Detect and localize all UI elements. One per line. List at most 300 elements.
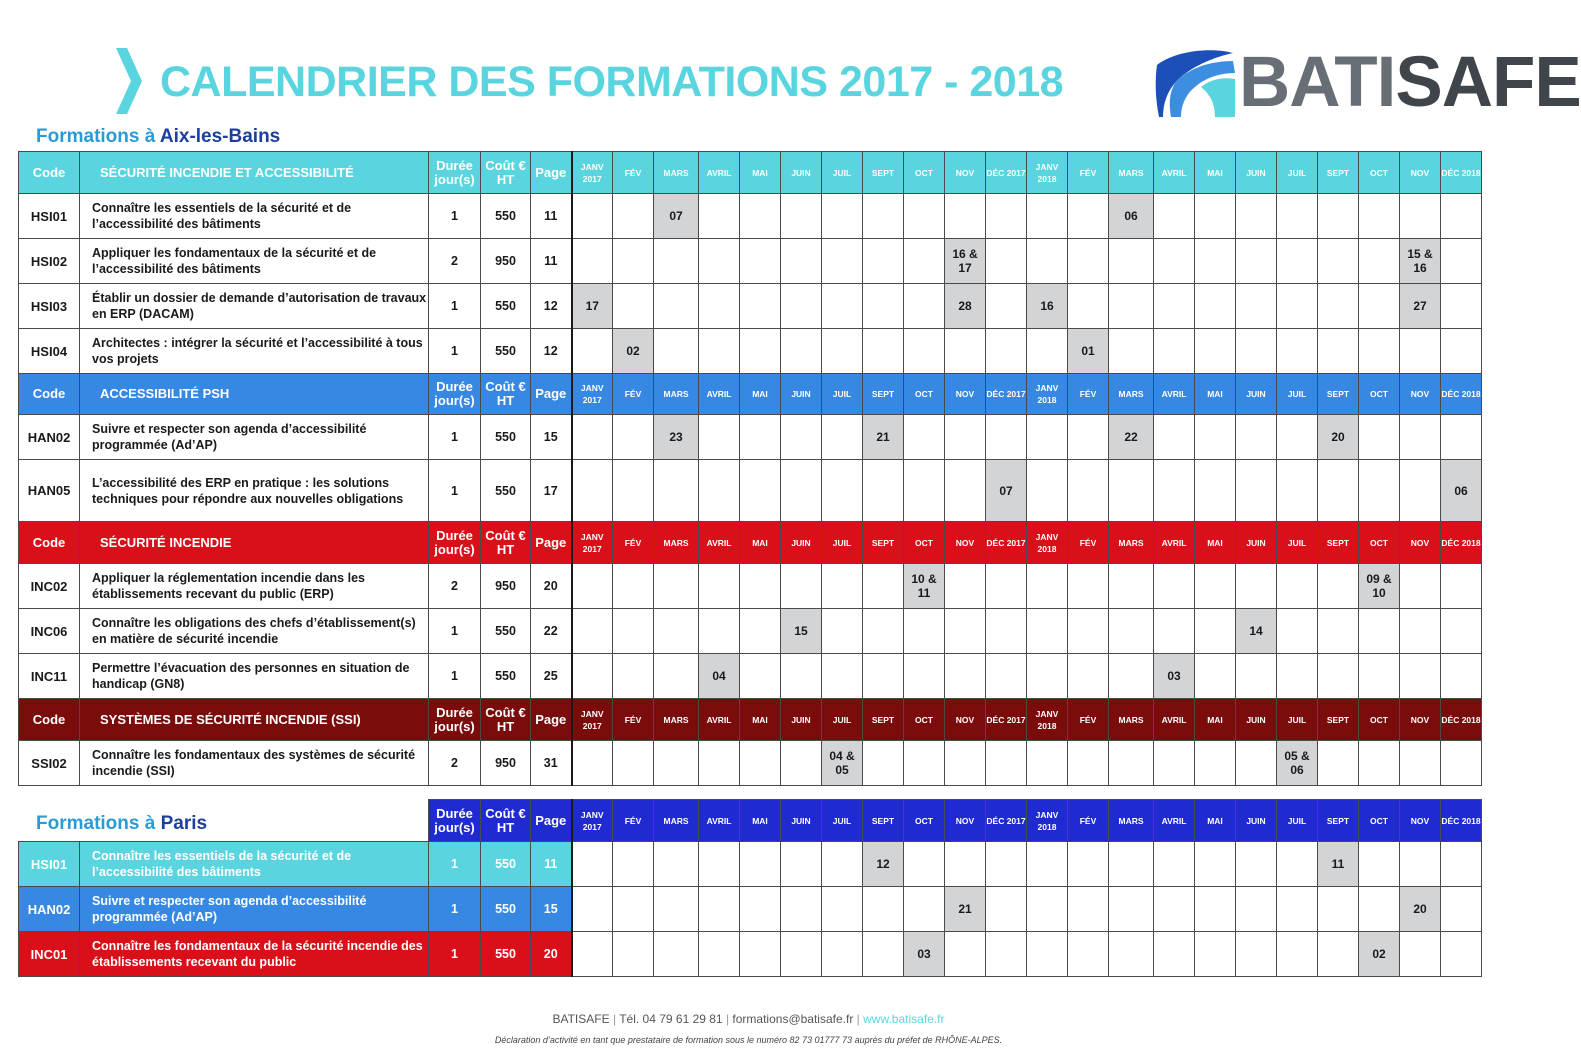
course-title: Appliquer les fondamentaux de la sécurité et de l’accessibilité des bâtiments <box>80 239 429 284</box>
session-date[interactable]: 06 <box>1109 194 1154 239</box>
session-date[interactable]: 06 <box>1441 460 1482 522</box>
empty-month-cell <box>654 609 699 654</box>
month-header: MARS <box>1109 800 1154 842</box>
footer-website: www.batisafe.fr <box>863 1012 945 1026</box>
empty-month-cell <box>1277 932 1318 977</box>
empty-month-cell <box>740 887 781 932</box>
empty-month-cell <box>740 842 781 887</box>
empty-month-cell <box>1277 284 1318 329</box>
course-row[interactable] <box>19 415 1482 460</box>
empty-month-cell <box>945 415 986 460</box>
empty-month-cell <box>1068 654 1109 699</box>
empty-month-cell <box>1277 654 1318 699</box>
empty-month-cell <box>1236 415 1277 460</box>
empty-month-cell <box>1359 284 1400 329</box>
header-spacer <box>19 800 80 842</box>
course-title: Connaître les essentiels de la sécurité et de l’accessibilité des bâtiments <box>80 842 429 887</box>
header-cout: Coût € HT <box>481 800 531 842</box>
empty-month-cell <box>613 564 654 609</box>
empty-month-cell <box>1400 564 1441 609</box>
month-header: NOV <box>945 152 986 194</box>
empty-month-cell <box>1359 194 1400 239</box>
course-duree: 1 <box>429 842 481 887</box>
month-header: FÉV <box>1068 522 1109 564</box>
empty-month-cell <box>781 654 822 699</box>
course-title: Connaître les fondamentaux de la sécurité incendie des établissements recevant du public <box>80 932 429 977</box>
month-header: MAI <box>1195 522 1236 564</box>
empty-month-cell <box>986 887 1027 932</box>
month-header: DÉC 2018 <box>1441 522 1482 564</box>
session-date[interactable]: 07 <box>986 460 1027 522</box>
month-header: JUIL <box>1277 699 1318 741</box>
month-header: AVRIL <box>699 152 740 194</box>
month-header: DÉC 2017 <box>986 522 1027 564</box>
month-header: AVRIL <box>1154 800 1195 842</box>
empty-month-cell <box>781 842 822 887</box>
month-header: OCT <box>904 800 945 842</box>
course-title: Suivre et respecter son agenda d’accessibilité programmée (Ad’AP) <box>80 887 429 932</box>
session-date[interactable]: 21 <box>945 887 986 932</box>
month-header: NOV <box>1400 522 1441 564</box>
empty-month-cell <box>1109 609 1154 654</box>
empty-month-cell <box>1027 842 1068 887</box>
course-row[interactable] <box>19 932 1482 977</box>
month-header: OCT <box>904 374 945 415</box>
title-chevron-icon <box>114 48 144 114</box>
empty-month-cell <box>1236 564 1277 609</box>
header-duree: Durée jour(s) <box>429 152 481 194</box>
session-date[interactable]: 16 & 17 <box>945 239 986 284</box>
session-date[interactable]: 03 <box>904 932 945 977</box>
course-page: 20 <box>531 564 572 609</box>
month-header: DÉC 2018 <box>1441 152 1482 194</box>
session-date[interactable]: 23 <box>654 415 699 460</box>
session-date[interactable]: 16 <box>1027 284 1068 329</box>
course-row[interactable] <box>19 284 1482 329</box>
session-date[interactable]: 15 <box>781 609 822 654</box>
empty-month-cell <box>654 329 699 374</box>
month-header: MARS <box>654 374 699 415</box>
month-header: JUIL <box>822 152 863 194</box>
footer-company: BATISAFE <box>552 1012 610 1026</box>
empty-month-cell <box>1195 887 1236 932</box>
course-duree: 1 <box>429 460 481 522</box>
empty-month-cell <box>1318 460 1359 522</box>
empty-month-cell <box>904 284 945 329</box>
section-header-row <box>19 522 1482 564</box>
empty-month-cell <box>1154 284 1195 329</box>
month-header: JUIN <box>1236 800 1277 842</box>
session-date[interactable]: 02 <box>1359 932 1400 977</box>
course-row[interactable] <box>19 329 1482 374</box>
course-title: Établir un dossier de demande d’autorisation de travaux en ERP (DACAM) <box>80 284 429 329</box>
session-date[interactable]: 21 <box>863 415 904 460</box>
session-date[interactable]: 28 <box>945 284 986 329</box>
aix-title-prefix: Formations à <box>36 126 160 147</box>
empty-month-cell <box>699 415 740 460</box>
course-row[interactable] <box>19 887 1482 932</box>
empty-month-cell <box>1441 842 1482 887</box>
empty-month-cell <box>1109 842 1154 887</box>
empty-month-cell <box>572 932 613 977</box>
month-header: JUIL <box>822 522 863 564</box>
session-date[interactable]: 11 <box>1318 842 1359 887</box>
empty-month-cell <box>904 842 945 887</box>
empty-month-cell <box>1236 654 1277 699</box>
empty-month-cell <box>1318 609 1359 654</box>
empty-month-cell <box>1277 460 1318 522</box>
course-code: HSI01 <box>19 194 80 239</box>
empty-month-cell <box>654 239 699 284</box>
empty-month-cell <box>945 329 986 374</box>
empty-month-cell <box>781 329 822 374</box>
course-duree: 2 <box>429 564 481 609</box>
session-date[interactable]: 10 & 11 <box>904 564 945 609</box>
empty-month-cell <box>1195 609 1236 654</box>
month-header: JANV 2017 <box>572 374 613 415</box>
empty-month-cell <box>1068 460 1109 522</box>
empty-month-cell <box>1277 239 1318 284</box>
empty-month-cell <box>781 460 822 522</box>
course-duree: 1 <box>429 329 481 374</box>
empty-month-cell <box>1359 842 1400 887</box>
empty-month-cell <box>740 654 781 699</box>
empty-month-cell <box>1195 460 1236 522</box>
course-title: Connaître les essentiels de la sécurité et de l’accessibilité des bâtiments <box>80 194 429 239</box>
month-header: OCT <box>1359 374 1400 415</box>
session-date[interactable]: 04 & 05 <box>822 741 863 786</box>
empty-month-cell <box>1318 741 1359 786</box>
month-header: JUIL <box>822 800 863 842</box>
empty-month-cell <box>1277 329 1318 374</box>
empty-month-cell <box>781 415 822 460</box>
session-date[interactable]: 22 <box>1109 415 1154 460</box>
month-header: OCT <box>904 699 945 741</box>
month-header: JUIN <box>781 522 822 564</box>
empty-month-cell <box>699 329 740 374</box>
session-date[interactable]: 02 <box>613 329 654 374</box>
empty-month-cell <box>654 284 699 329</box>
empty-month-cell <box>1027 654 1068 699</box>
month-header: MARS <box>654 699 699 741</box>
empty-month-cell <box>699 239 740 284</box>
empty-month-cell <box>654 842 699 887</box>
empty-month-cell <box>654 654 699 699</box>
course-cout: 550 <box>481 609 531 654</box>
empty-month-cell <box>1027 564 1068 609</box>
month-header: JANV 2018 <box>1027 522 1068 564</box>
session-date[interactable]: 20 <box>1400 887 1441 932</box>
empty-month-cell <box>613 741 654 786</box>
empty-month-cell <box>781 932 822 977</box>
month-header: JANV 2017 <box>572 522 613 564</box>
empty-month-cell <box>863 654 904 699</box>
empty-month-cell <box>1068 239 1109 284</box>
course-row[interactable] <box>19 842 1482 887</box>
course-code: INC11 <box>19 654 80 699</box>
empty-month-cell <box>654 460 699 522</box>
empty-month-cell <box>822 609 863 654</box>
session-date[interactable]: 01 <box>1068 329 1109 374</box>
empty-month-cell <box>863 460 904 522</box>
month-header: MAI <box>740 699 781 741</box>
empty-month-cell <box>822 415 863 460</box>
session-date[interactable]: 17 <box>572 284 613 329</box>
course-title: L’accessibilité des ERP en pratique : les solutions techniques pour répondre aux nouvelles obligations <box>80 460 429 522</box>
session-date[interactable]: 15 & 16 <box>1400 239 1441 284</box>
month-header: SEPT <box>1318 152 1359 194</box>
month-header: NOV <box>945 522 986 564</box>
session-date[interactable]: 04 <box>699 654 740 699</box>
empty-month-cell <box>1154 887 1195 932</box>
course-code: HAN05 <box>19 460 80 522</box>
empty-month-cell <box>613 194 654 239</box>
course-duree: 1 <box>429 415 481 460</box>
course-code: HSI04 <box>19 329 80 374</box>
empty-month-cell <box>822 654 863 699</box>
month-header: JANV 2018 <box>1027 374 1068 415</box>
month-header: MAI <box>740 152 781 194</box>
session-date[interactable]: 09 & 10 <box>1359 564 1400 609</box>
footer-contact: BATISAFE | Tél. 04 79 61 29 81 | formations@batisafe.fr | www.batisafe.fr <box>552 1012 945 1026</box>
header-code: Code <box>19 374 80 415</box>
section-title-cell: ACCESSIBILITÉ PSH <box>80 374 429 415</box>
course-cout: 950 <box>481 741 531 786</box>
empty-month-cell <box>1195 564 1236 609</box>
month-header: MAI <box>740 800 781 842</box>
section-title-cell: SYSTÈMES DE SÉCURITÉ INCENDIE (SSI) <box>80 699 429 741</box>
empty-month-cell <box>1359 741 1400 786</box>
course-code: HSI01 <box>19 842 80 887</box>
batisafe-logo <box>1155 43 1581 122</box>
empty-month-cell <box>613 284 654 329</box>
empty-month-cell <box>572 239 613 284</box>
empty-month-cell <box>863 741 904 786</box>
month-header: AVRIL <box>699 699 740 741</box>
empty-month-cell <box>1359 329 1400 374</box>
empty-month-cell <box>1195 932 1236 977</box>
empty-month-cell <box>1236 194 1277 239</box>
empty-month-cell <box>986 194 1027 239</box>
empty-month-cell <box>1441 415 1482 460</box>
empty-month-cell <box>781 564 822 609</box>
month-header: JANV 2018 <box>1027 800 1068 842</box>
empty-month-cell <box>1359 415 1400 460</box>
course-row[interactable] <box>19 609 1482 654</box>
month-header: MARS <box>1109 152 1154 194</box>
empty-month-cell <box>781 194 822 239</box>
empty-month-cell <box>1109 887 1154 932</box>
empty-month-cell <box>1195 284 1236 329</box>
empty-month-cell <box>654 564 699 609</box>
empty-month-cell <box>1359 887 1400 932</box>
month-header: NOV <box>945 374 986 415</box>
month-header: SEPT <box>863 522 904 564</box>
course-cout: 550 <box>481 887 531 932</box>
month-header: AVRIL <box>1154 374 1195 415</box>
empty-month-cell <box>613 609 654 654</box>
month-header: MARS <box>1109 374 1154 415</box>
empty-month-cell <box>1195 842 1236 887</box>
empty-month-cell <box>740 194 781 239</box>
empty-month-cell <box>1359 239 1400 284</box>
course-page: 11 <box>531 239 572 284</box>
empty-month-cell <box>822 194 863 239</box>
empty-month-cell <box>822 239 863 284</box>
empty-month-cell <box>1195 194 1236 239</box>
empty-month-cell <box>1195 329 1236 374</box>
month-header: JUIN <box>1236 699 1277 741</box>
month-header: MARS <box>1109 522 1154 564</box>
section-title-cell: SÉCURITÉ INCENDIE ET ACCESSIBILITÉ <box>80 152 429 194</box>
session-date[interactable]: 05 & 06 <box>1277 741 1318 786</box>
empty-month-cell <box>945 564 986 609</box>
empty-month-cell <box>1236 329 1277 374</box>
header-page: Page <box>531 152 572 194</box>
month-header: FÉV <box>613 374 654 415</box>
session-date[interactable]: 20 <box>1318 415 1359 460</box>
course-page: 20 <box>531 932 572 977</box>
paris-title-city: Paris <box>160 813 208 834</box>
session-date[interactable]: 27 <box>1400 284 1441 329</box>
empty-month-cell <box>1400 842 1441 887</box>
empty-month-cell <box>1154 329 1195 374</box>
empty-month-cell <box>1027 329 1068 374</box>
course-title: Connaître les obligations des chefs d’établissement(s) en matière de sécurité incendie <box>80 609 429 654</box>
empty-month-cell <box>986 329 1027 374</box>
empty-month-cell <box>986 741 1027 786</box>
month-header: MAI <box>1195 152 1236 194</box>
month-header: MARS <box>654 800 699 842</box>
course-row[interactable] <box>19 654 1482 699</box>
empty-month-cell <box>986 654 1027 699</box>
empty-month-cell <box>1154 932 1195 977</box>
empty-month-cell <box>1277 887 1318 932</box>
month-header: AVRIL <box>699 374 740 415</box>
empty-month-cell <box>781 284 822 329</box>
empty-month-cell <box>1068 194 1109 239</box>
empty-month-cell <box>572 415 613 460</box>
empty-month-cell <box>863 609 904 654</box>
empty-month-cell <box>613 654 654 699</box>
empty-month-cell <box>740 284 781 329</box>
empty-month-cell <box>904 654 945 699</box>
month-header: OCT <box>1359 152 1400 194</box>
empty-month-cell <box>1068 284 1109 329</box>
empty-month-cell <box>904 329 945 374</box>
course-cout: 950 <box>481 239 531 284</box>
empty-month-cell <box>654 887 699 932</box>
month-header: MAI <box>1195 374 1236 415</box>
session-date[interactable]: 14 <box>1236 609 1277 654</box>
empty-month-cell <box>822 564 863 609</box>
header-page: Page <box>531 699 572 741</box>
empty-month-cell <box>945 460 986 522</box>
empty-month-cell <box>1109 284 1154 329</box>
empty-month-cell <box>945 194 986 239</box>
empty-month-cell <box>1277 609 1318 654</box>
empty-month-cell <box>904 239 945 284</box>
course-duree: 1 <box>429 609 481 654</box>
empty-month-cell <box>1195 239 1236 284</box>
empty-month-cell <box>1359 654 1400 699</box>
month-header: JANV 2017 <box>572 699 613 741</box>
empty-month-cell <box>613 842 654 887</box>
empty-month-cell <box>863 564 904 609</box>
empty-month-cell <box>1068 415 1109 460</box>
month-header: MAI <box>1195 800 1236 842</box>
empty-month-cell <box>1400 609 1441 654</box>
empty-month-cell <box>1441 932 1482 977</box>
month-header: SEPT <box>1318 699 1359 741</box>
empty-month-cell <box>1277 842 1318 887</box>
month-header: AVRIL <box>699 522 740 564</box>
header-cout: Coût € HT <box>481 522 531 564</box>
empty-month-cell <box>613 887 654 932</box>
empty-month-cell <box>699 460 740 522</box>
empty-month-cell <box>986 564 1027 609</box>
month-header: JANV 2017 <box>572 152 613 194</box>
empty-month-cell <box>1154 842 1195 887</box>
session-date[interactable]: 12 <box>863 842 904 887</box>
empty-month-cell <box>945 932 986 977</box>
month-header: MAI <box>740 522 781 564</box>
empty-month-cell <box>1400 932 1441 977</box>
course-row[interactable] <box>19 564 1482 609</box>
empty-month-cell <box>1109 460 1154 522</box>
empty-month-cell <box>904 741 945 786</box>
empty-month-cell <box>699 564 740 609</box>
empty-month-cell <box>1154 741 1195 786</box>
empty-month-cell <box>572 887 613 932</box>
month-header: AVRIL <box>699 800 740 842</box>
course-row[interactable] <box>19 460 1482 522</box>
course-row[interactable] <box>19 741 1482 786</box>
aix-calendar-table <box>18 151 1482 786</box>
empty-month-cell <box>1318 654 1359 699</box>
empty-month-cell <box>1441 239 1482 284</box>
course-cout: 550 <box>481 460 531 522</box>
header-cout: Coût € HT <box>481 699 531 741</box>
empty-month-cell <box>1109 239 1154 284</box>
month-header: JUIL <box>1277 152 1318 194</box>
course-cout: 550 <box>481 842 531 887</box>
empty-month-cell <box>986 415 1027 460</box>
month-header: SEPT <box>1318 522 1359 564</box>
empty-month-cell <box>613 932 654 977</box>
empty-month-cell <box>1400 654 1441 699</box>
empty-month-cell <box>1154 564 1195 609</box>
month-header: SEPT <box>1318 800 1359 842</box>
course-row[interactable] <box>19 239 1482 284</box>
empty-month-cell <box>1277 415 1318 460</box>
empty-month-cell <box>822 887 863 932</box>
course-row[interactable] <box>19 194 1482 239</box>
header-duree: Durée jour(s) <box>429 522 481 564</box>
empty-month-cell <box>572 609 613 654</box>
month-header: SEPT <box>1318 374 1359 415</box>
empty-month-cell <box>863 932 904 977</box>
month-header: MARS <box>1109 699 1154 741</box>
month-header: MAI <box>1195 699 1236 741</box>
month-header: FÉV <box>613 800 654 842</box>
month-header: FÉV <box>1068 152 1109 194</box>
empty-month-cell <box>863 284 904 329</box>
empty-month-cell <box>904 887 945 932</box>
session-date[interactable]: 03 <box>1154 654 1195 699</box>
session-date[interactable]: 07 <box>654 194 699 239</box>
month-header: JUIL <box>1277 522 1318 564</box>
